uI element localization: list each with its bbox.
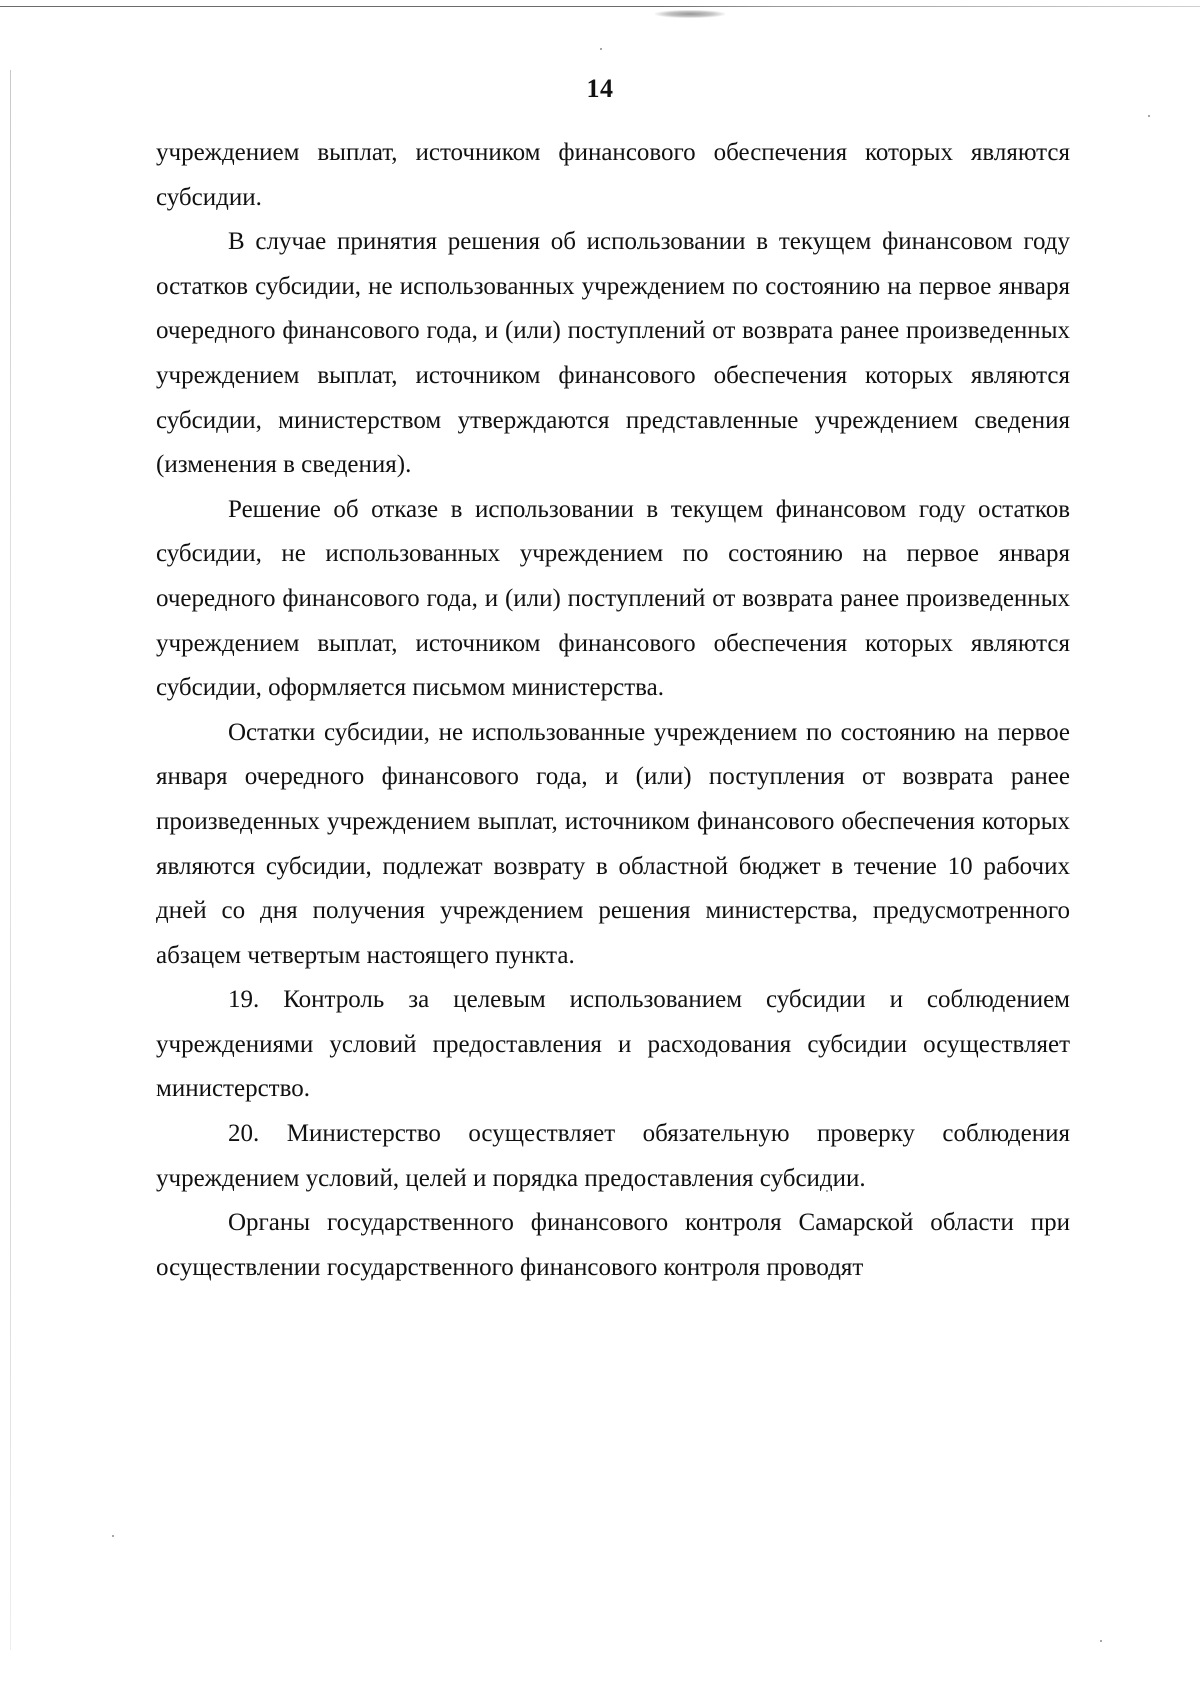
scan-speck xyxy=(1148,115,1150,117)
paragraph-decision-use-remainders: В случае принятия решения об использовании в текущем финансовом году остатков субсидии, не использованных учреждением по состоянию на первое января очередного финансового года, и (или) поступлений от возврата ранее произведенных учреждением выплат, источником финансового обеспечения которых являются субсидии, министерством утверждаются представленные учреждением сведения (изменения в сведения). xyxy=(156,228,1070,479)
scan-edge-line xyxy=(0,6,1200,7)
scan-speck xyxy=(112,1535,114,1537)
scan-binding-line xyxy=(10,70,11,1650)
paragraph-remainders-return: Остатки субсидии, не использованные учреждением по состоянию на первое января очередного финансового года, и (или) поступления от возврата ранее произведенных учреждением выплат, источником финансового обеспечения которых являются субсидии, подлежат возврату в областной бюджет в течение 10 рабочих дней со дня получения учреждением решения министерства, предусмотренного абзацем четвертым настоящего пункта. xyxy=(156,718,1070,969)
paragraph-continuation: учреждением выплат, источником финансового обеспечения которых являются субсидии. xyxy=(156,139,1070,211)
scan-speck xyxy=(600,48,602,50)
scan-speck xyxy=(1100,1640,1102,1642)
paragraph-decision-refusal: Решение об отказе в использовании в текущем финансовом году остатков субсидии, не использованных учреждением по состоянию на первое января очередного финансового года, и (или) поступлений от возврата ранее произведенных учреждением выплат, источником финансового обеспечения которых являются субсидии, оформляется письмом министерства. xyxy=(156,495,1070,702)
document-body xyxy=(156,131,1070,1290)
paragraph-item-20: 20. Министерство осуществляет обязательную проверку соблюдения учреждением условий, целей и порядка предоставления субсидии. xyxy=(156,1120,1070,1192)
paragraph-financial-control: Органы государственного финансового контроля Самарской области при осуществлении государственного финансового контроля проводят xyxy=(156,1209,1070,1281)
paragraph-item-19: 19. Контроль за целевым использованием субсидии и соблюдением учреждениями условий предоставления и расходования субсидии осуществляет министерство. xyxy=(156,986,1070,1103)
page-number: 14 xyxy=(586,74,614,103)
scan-smudge xyxy=(655,10,725,18)
